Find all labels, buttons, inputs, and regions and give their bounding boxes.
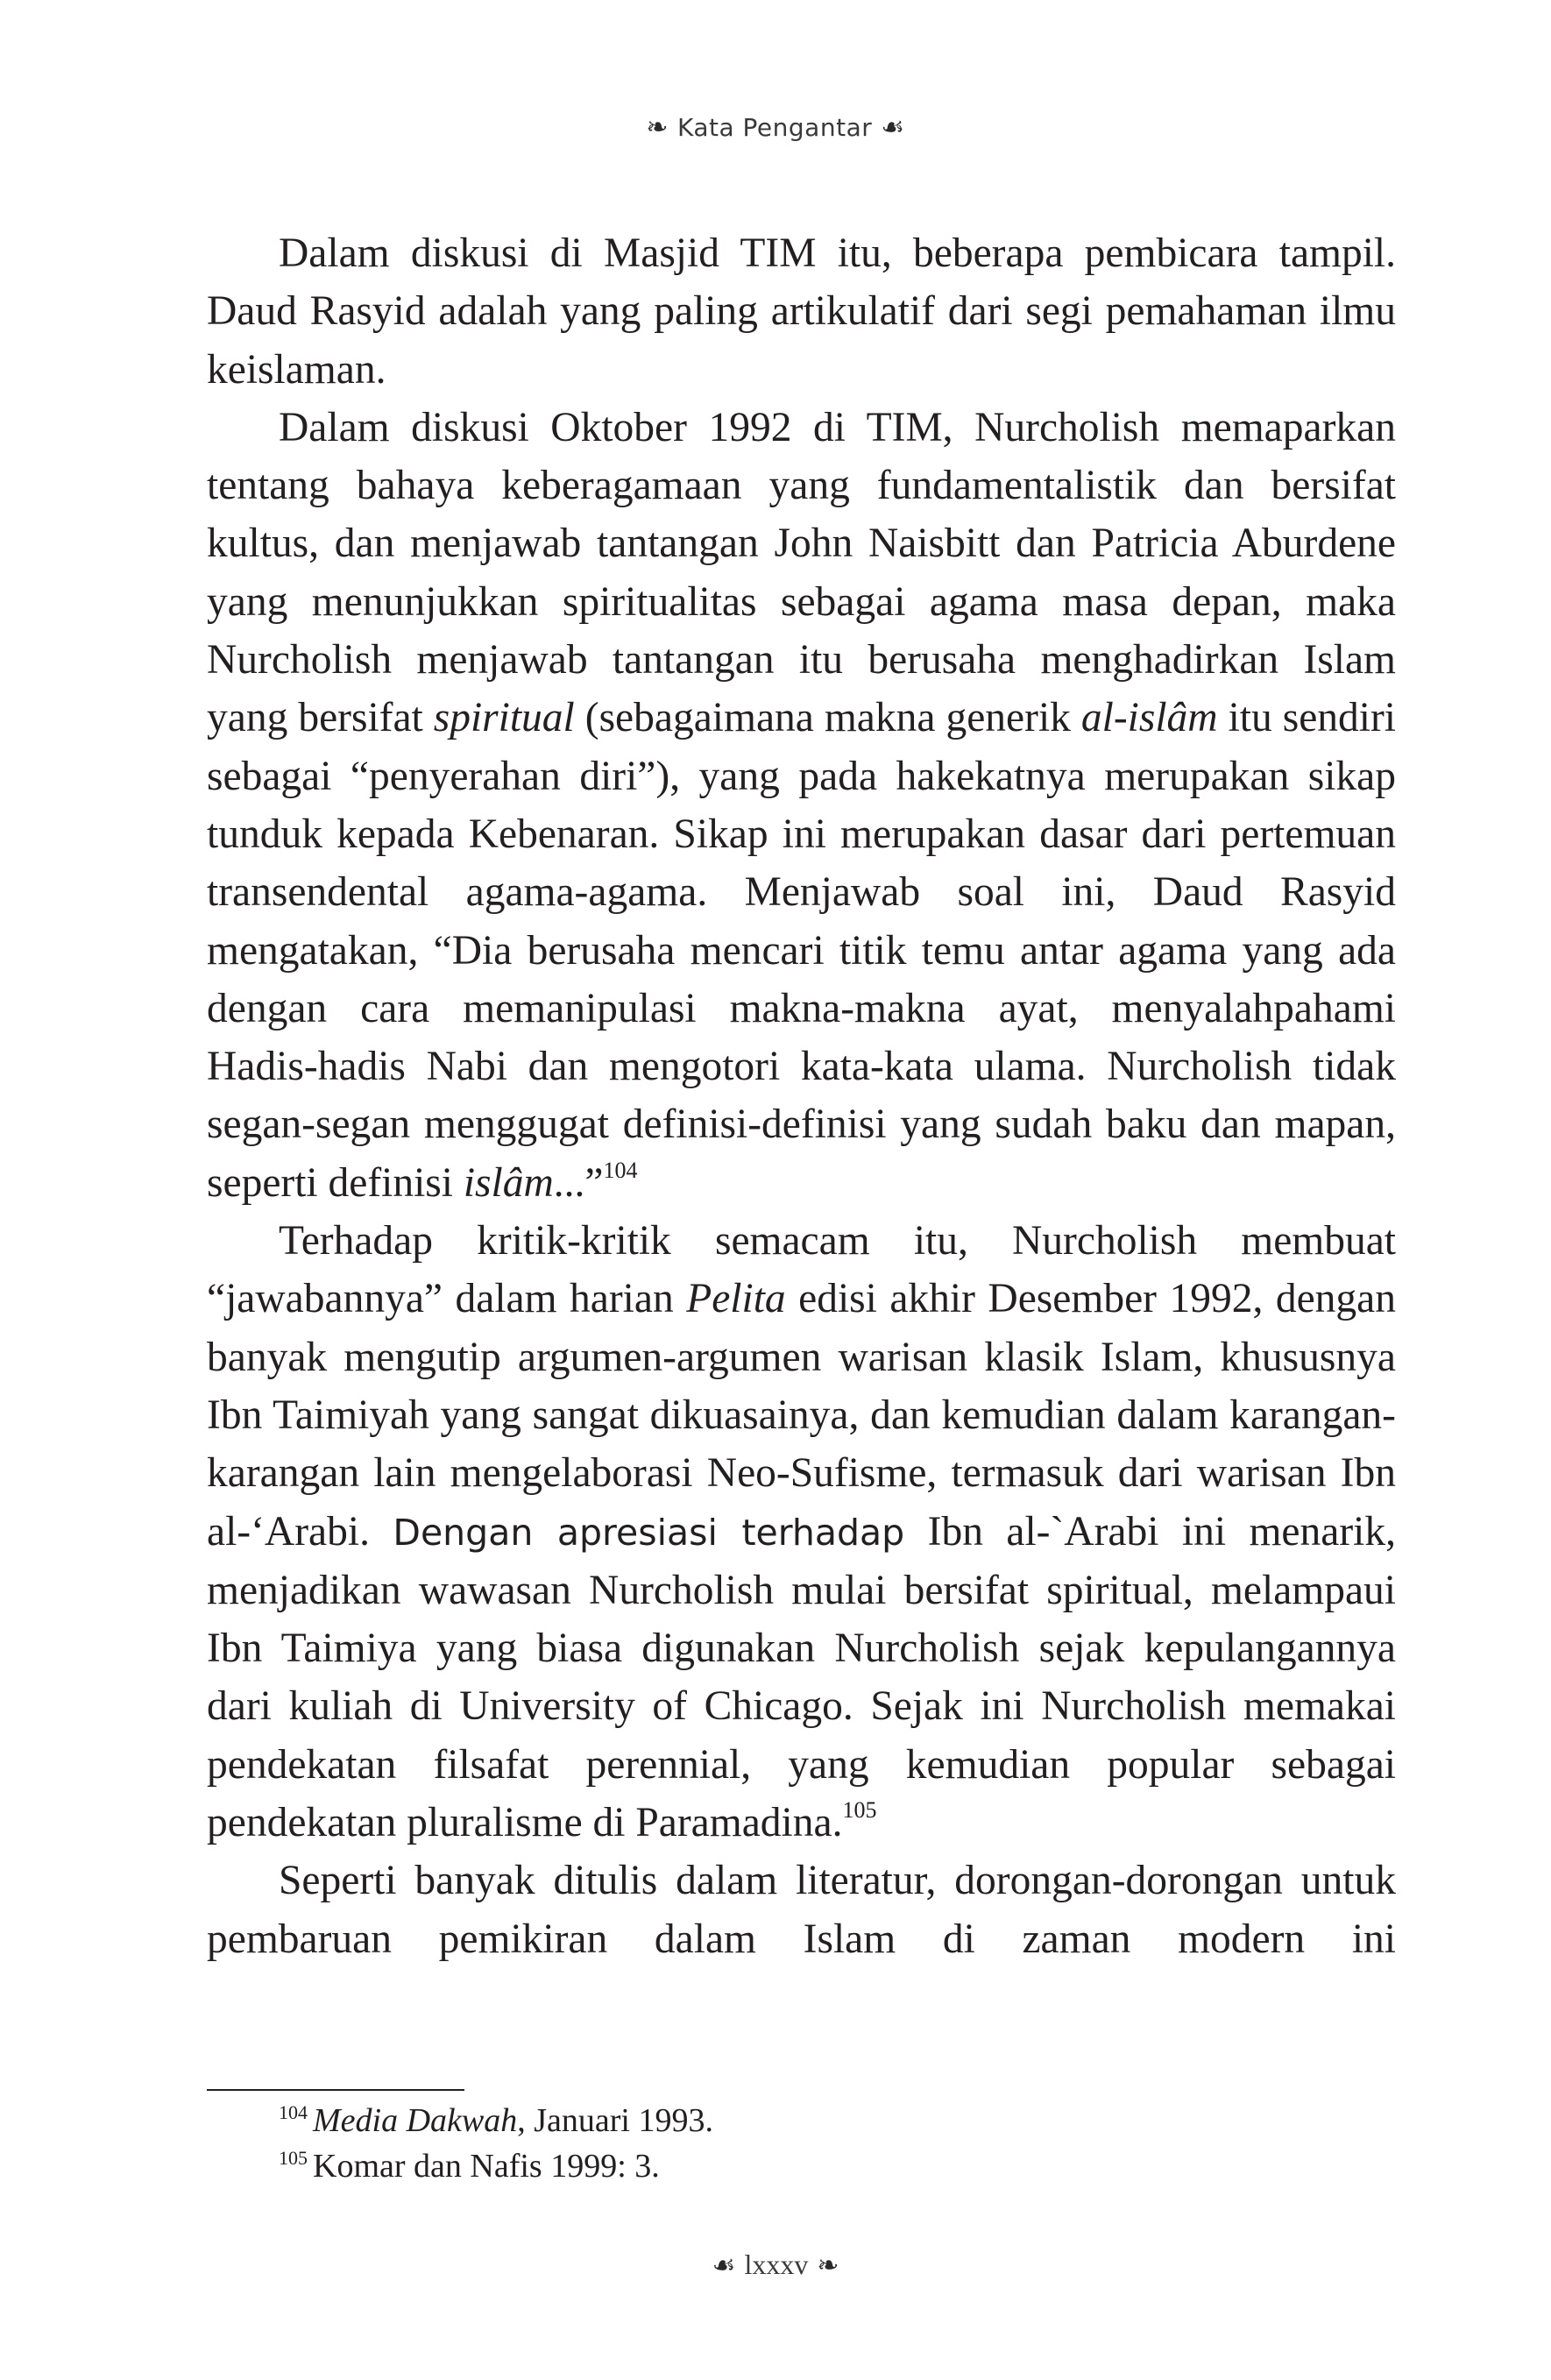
body-text [207, 224, 1396, 1968]
footnote-number: 105 [279, 2147, 308, 2170]
text-run: Terhadap kritik-kritik semacam itu, Nurcholish membuat “jawabannya” dalam harian [207, 1218, 1396, 1322]
text-run: ...” [553, 1159, 604, 1206]
italic-term: spiritual [433, 695, 575, 741]
footnote-reference: 104 [603, 1157, 638, 1183]
text-run: , Januari 1993. [517, 2102, 713, 2139]
italic-term: al-islâm [1080, 695, 1218, 741]
footer-ornament-left-icon: ☙ [712, 2250, 736, 2281]
text-run: edisi akhir Desember 1992, dengan banyak mengutip argumen-argumen warisan klasik Islam, khususnya Ibn Taimiyah yang sangat dikuasainya, dan kemudian dalam karangan-karangan lain mengelaborasi Neo-Sufisme, termasuk dari warisan Ibn al-‘Arabi. [207, 1276, 1396, 1555]
header-ornament-left-icon: ❧ [646, 112, 669, 143]
footnote-divider [207, 2089, 464, 2091]
footnote [207, 2143, 1396, 2189]
paragraph [207, 224, 1396, 399]
text-run: (sebagaimana makna generik [574, 695, 1081, 741]
text-run: Ibn al-`Arabi ini menarik, menjadikan wawasan Nurcholish mulai bersifat spiritual, melampaui Ibn Taimiya yang biasa digunakan Nurcholish sejak kepulangannya dari kuliah di University of Chicago. Sejak ini Nurcholish memakai pendekatan filsafat perennial, yang kemudian popular sebagai pendekatan pluralisme di Paramadina. [207, 1508, 1396, 1846]
chapter-title: Kata Pengantar [676, 113, 873, 142]
text-run: Dengan apresiasi terhadap [393, 1511, 905, 1554]
footnote-reference: 105 [842, 1797, 877, 1824]
paragraph [207, 1212, 1396, 1852]
paragraph [207, 399, 1396, 1212]
running-footer [0, 2249, 1551, 2281]
text-run: Komar dan Nafis 1999: 3. [313, 2148, 660, 2185]
text-run: Dalam diskusi Oktober 1992 di TIM, Nurcholish memaparkan tentang bahaya keberagamaan yang fundamentalistik dan bersifat kultus, dan menjawab tantangan John Naisbitt dan Patricia Aburdene yang menunjukkan spiritualitas sebagai agama masa depan, maka Nurcholish menjawab tantangan itu berusaha menghadirkan Islam yang bersifat [207, 404, 1396, 741]
paragraph [207, 1852, 1396, 1968]
footer-ornament-right-icon: ❧ [817, 2250, 839, 2281]
footnote [207, 2098, 1396, 2143]
italic-term: islâm [463, 1159, 554, 1206]
page-number: lxxxv [744, 2249, 809, 2280]
italic-term: Media Dakwah [313, 2102, 518, 2139]
running-header [0, 112, 1551, 143]
text-run: Seperti banyak ditulis dalam literatur, dorongan-dorongan untuk pembaruan pemikiran dalam Islam di zaman modern ini [207, 1858, 1396, 1962]
footnotes [207, 2098, 1396, 2189]
footnote-number: 104 [279, 2101, 308, 2124]
italic-term: Pelita [686, 1276, 786, 1322]
header-ornament-right-icon: ☙ [881, 112, 905, 143]
text-run: itu sendiri sebagai “penyerahan diri”), yang pada hakekatnya merupakan sikap tunduk kepada Kebenaran. Sikap ini merupakan dasar dari pertemuan transendental agama-agama. Menjawab soal ini, Daud Rasyid mengatakan, “Dia berusaha mencari titik temu antar agama yang ada dengan cara memanipulasi makna-makna ayat, menyalahpahami Hadis-hadis Nabi dan mengotori kata-kata ulama. Nurcholish tidak segan-segan menggugat definisi-definisi yang sudah baku dan mapan, seperti definisi [207, 695, 1396, 1206]
text-run: Dalam diskusi di Masjid TIM itu, beberapa pembicara tampil. Daud Rasyid adalah yang paling artikulatif dari segi pemahaman ilmu keislaman. [207, 230, 1396, 393]
